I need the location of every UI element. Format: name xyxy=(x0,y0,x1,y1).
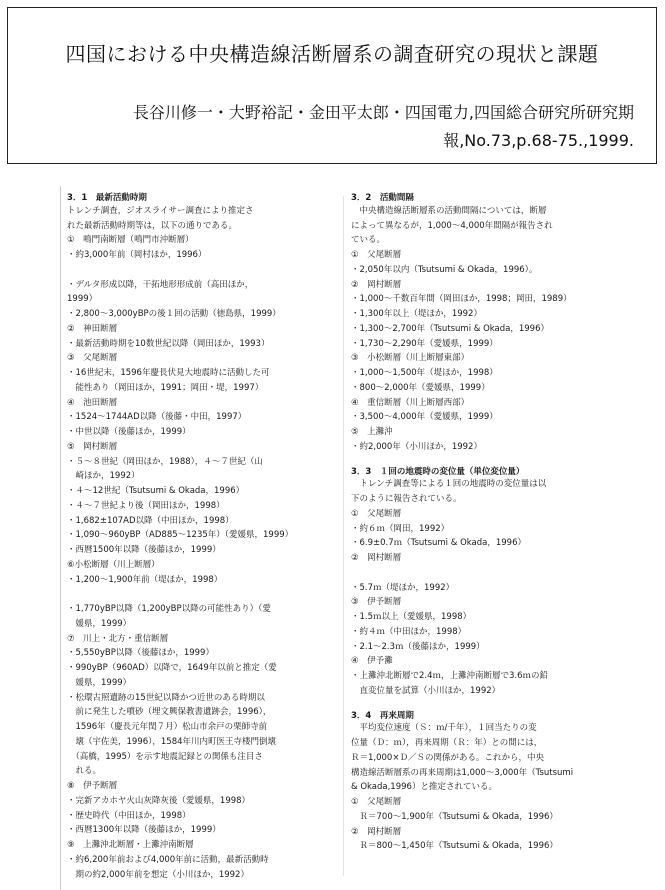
text-line: 平均変位速度（Ｓ：ｍ/千年），１回当たりの変 xyxy=(351,723,537,734)
text-line: ・1.5ｍ以上（愛媛県，1998） xyxy=(351,612,472,622)
text-line: ・約2,000年（小川ほか，1992） xyxy=(351,441,482,452)
authors-line: 長谷川修一・大野裕記・金田平太郎・四国電力,四国総合研究所研究期 xyxy=(132,103,634,122)
text-line: 1999） xyxy=(67,294,98,305)
text-line: ・約６ｍ（岡田，1992） xyxy=(351,523,450,534)
text-line: ・1,200〜1,900年前（堤ほか，1998） xyxy=(67,574,223,585)
text-line: ・1,000〜千数百年間（岡田ほか，1998；岡田，1989） xyxy=(351,294,572,305)
text-line: 構造線活断層系の再来周期は1,000〜3,000年（Tsutsumi xyxy=(351,767,574,778)
text-line: ・16世紀末，1596年慶長伏見大地震時に活動した可 xyxy=(67,368,270,378)
text-line: ・1,682±107AD以降（中田ほか，1998） xyxy=(67,515,234,526)
column-divider xyxy=(343,196,344,876)
text-line: ・1,090〜960yBP（AD885〜1235年）（愛媛県，1999） xyxy=(67,530,294,541)
right-column xyxy=(351,192,587,855)
text-line: ・最新活動時期を10数世紀以降（岡田ほか，1993） xyxy=(67,338,270,349)
text-line: ・５〜８世紀（岡田ほか，1988），４〜７世紀（山 xyxy=(67,456,263,467)
section-heading: 3．1 最新活動時期 xyxy=(67,193,147,203)
text-line: ③ 父尾断層 xyxy=(67,353,118,364)
text-line: 媛県，1999） xyxy=(67,618,132,629)
text-line: ② 岡村断層 xyxy=(351,826,402,837)
text-line: 直変位量を試算（小川ほか，1992） xyxy=(351,685,501,696)
scanned-page xyxy=(60,186,593,890)
text-line: ③ 伊予断層 xyxy=(351,597,402,608)
text-line: ・5,550yBP以降（後藤ほか，1999） xyxy=(67,648,214,659)
text-line: ① 父尾断層 xyxy=(351,250,402,260)
text-line: （高橋，1995）を示す地震記録との関係も注目さ xyxy=(67,751,263,762)
text-line: ・中世以降（後藤ほか，1999） xyxy=(67,427,191,437)
text-line: ・４〜12世紀（Tsutsumi & Okada，1996） xyxy=(67,486,245,496)
text-line: ・800〜2,000年（愛媛県，1999） xyxy=(351,382,490,393)
text-line: ・1,300〜2,700年（Tsutsumi & Okada，1996） xyxy=(351,323,549,334)
text-line: ・約6,200年前および4,000年前に活動，最新活動時 xyxy=(67,854,269,865)
text-line: ・1524〜1744AD以降（後藤・中田，1997） xyxy=(67,412,247,423)
text-line: ⑤ 上灘沖 xyxy=(351,427,393,437)
section-heading: 3．2 活動間隔 xyxy=(351,193,414,203)
text-line: 期の約2,000年前を想定（小川ほか，1992） xyxy=(67,869,249,880)
text-line: ・約４ｍ（中田ほか，1998） xyxy=(351,626,467,637)
text-line: ④ 重信断層（川上断層西部） xyxy=(351,397,470,408)
section-gap xyxy=(351,456,587,466)
text-line: ・松環古照遺跡の15世紀以降かつ近世のある時期以 xyxy=(67,692,265,703)
text-line: Ｒ＝1,000×Ｄ／Ｓの関係がある。これから，中央 xyxy=(351,752,544,763)
text-line: 中央構造線活断層系の活動間隔については，断層 xyxy=(351,205,547,216)
text-line: 1596年（慶長元年閏７月）松山市余戸の栗師寺前 xyxy=(67,722,268,732)
text-line: ・西暦1500年以降（後藤ほか，1999） xyxy=(67,545,221,555)
text-line: ・1,770yBP以降（1,200yBP以降の可能性あり）（愛 xyxy=(67,604,271,614)
text-line: ② 岡村断層 xyxy=(351,553,402,563)
text-line: トレンチ調査，ジオスライサー調査により推定さ xyxy=(67,205,254,216)
text-line: Ｒ＝800〜1,450年（Tsutsumi & Okada，1996） xyxy=(351,841,558,852)
text-line: れた最新活動時期等は，以下の通りである。 xyxy=(67,220,238,231)
text-line: ① 鳴門南断層（鳴門市沖断層） xyxy=(67,235,194,246)
text-line: れる。 xyxy=(67,766,102,777)
text-line: ② 岡村断層 xyxy=(351,279,402,290)
text-line: ⑥小松断層（川上断層） xyxy=(67,559,160,570)
text-line: ⑦ 川上・北方・重信断層 xyxy=(67,633,169,644)
text-line: ・４〜７世紀より後（岡田ほか，1998） xyxy=(67,500,225,511)
text-line: Ｒ＝700〜1,900年（Tsutsumi & Okada，1996） xyxy=(351,811,558,822)
left-column xyxy=(67,192,335,883)
text-line: ・1,300年以上（堤ほか，1992） xyxy=(351,309,482,319)
citation-line: 報,No.73,p.68-75.,1999. xyxy=(443,131,634,150)
text-line xyxy=(351,567,587,580)
text-line: ・完新アカホヤ火山灰降灰後（愛媛県，1998） xyxy=(67,795,251,806)
text-line: & Okada,1996）と推定されている。 xyxy=(351,782,497,793)
section-heading: 3．4 再来周期 xyxy=(351,710,414,721)
text-line: ⑨ 上灘沖北断層・上灘沖南断層 xyxy=(67,840,194,850)
text-line: 下のように報告されている。 xyxy=(351,494,462,504)
page-title: 四国における中央構造線活断層系の調査研究の現状と課題 xyxy=(65,42,599,66)
text-line: ・西暦1300年以降（後藤ほか，1999） xyxy=(67,825,221,836)
text-line: ④ 池田断層 xyxy=(67,397,118,408)
text-line: 媛県，1999） xyxy=(67,677,132,688)
text-line: ・デルタ形成以降，干拓地形形成前（高田ほか， xyxy=(67,279,254,290)
text-line xyxy=(67,264,335,277)
text-line: ① 父尾断層 xyxy=(351,508,402,519)
text-line: ・1,000〜1,500年（堤ほか，1998） xyxy=(351,368,498,378)
text-line: 前に発生した噴砂（埋文興保教書遺跡会，1996）， xyxy=(67,707,272,718)
text-line: ・2,050年以内（Tsutsumi & Okada，1996）。 xyxy=(351,264,538,275)
text-line: ① 父尾断層 xyxy=(351,797,402,807)
text-line: 位量（Ｄ：ｍ），再来周期（Ｒ：年）との間には， xyxy=(351,738,543,748)
text-line: ・1,730〜2,290年（愛媛県，1999） xyxy=(351,338,498,349)
text-line: ・上灘沖北断層で2.4ｍ，上灘沖南断層で3.6ｍの鉛 xyxy=(351,671,549,681)
text-line: 壊（宇佐美，1996），1584年川内町医王寺楼門倒壊 xyxy=(67,736,277,747)
text-line: ・約3,000年前（岡村ほか，1996） xyxy=(67,250,207,260)
text-line: ・5.7ｍ（堤ほか，1992） xyxy=(351,582,455,593)
text-line: ・2.1〜2.3ｍ（後藤ほか，1999） xyxy=(351,641,485,652)
text-line: ④ 伊予灘 xyxy=(351,656,393,667)
text-line: トレンチ調査等による１回の地震時の変位量は以 xyxy=(351,479,547,490)
text-line: ・6.9±0.7ｍ（Tsutsumi & Okada，1996） xyxy=(351,538,526,549)
text-line: ている。 xyxy=(351,235,386,246)
text-line: ⑧ 伊予断層 xyxy=(67,781,118,791)
text-line: ③ 小松断層（川上断層東部） xyxy=(351,353,470,364)
text-line: 能性あり（岡田ほか，1991；岡田・堤，1997） xyxy=(67,382,264,393)
text-line: によって異なるが，1,000〜4,000年間隔が報告され xyxy=(351,220,553,231)
section-gap xyxy=(351,700,587,710)
text-line: ⑤ 岡村断層 xyxy=(67,441,118,452)
header-box xyxy=(7,7,657,164)
text-line: ・歴史時代（中田ほか，1998） xyxy=(67,810,191,821)
text-line: ・2,800〜3,000yBPの後１回の活動（徳島県，1999） xyxy=(67,309,281,319)
text-line: ・3,500〜4,000年（愛媛県，1999） xyxy=(351,412,498,423)
section-heading: 3．3 １回の地震時の変位量（単位変位量） xyxy=(351,466,525,477)
text-line: 崎ほか，1992） xyxy=(67,471,140,482)
text-line: ・990yBP（960AD）以降で，1649年以前と推定（愛 xyxy=(67,663,277,673)
text-line xyxy=(67,588,335,601)
text-line: ② 神田断層 xyxy=(67,323,118,334)
